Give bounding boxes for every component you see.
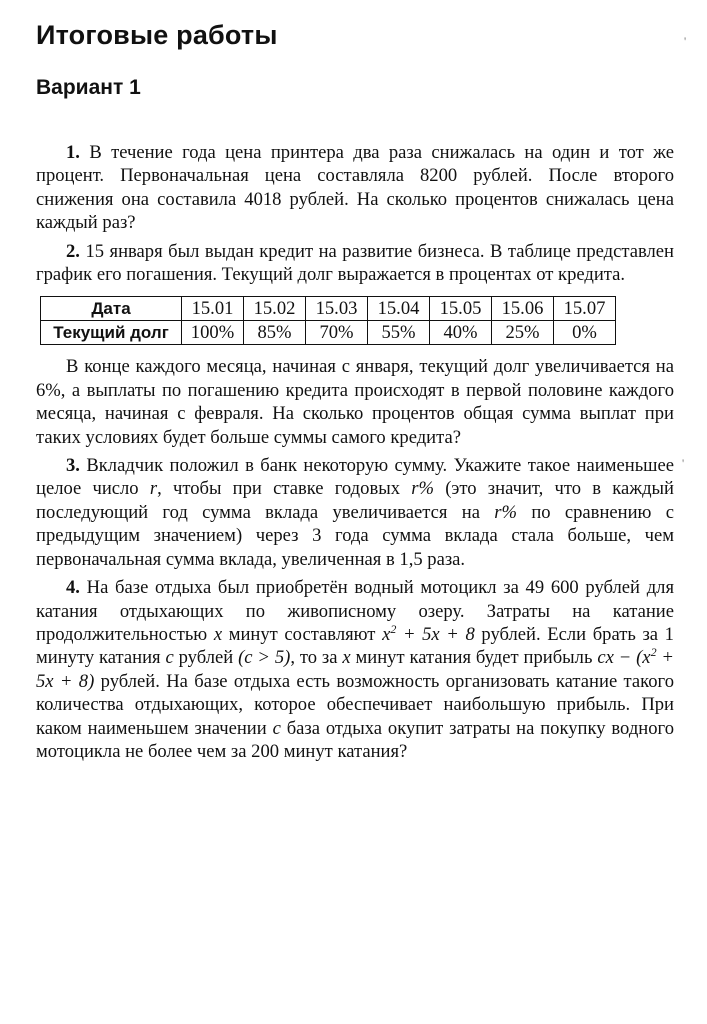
problem-3 xyxy=(36,454,674,571)
page-title: Итоговые работы xyxy=(36,20,278,50)
profit-formula-exponent: 2 xyxy=(650,645,657,660)
debt-cell: 70% xyxy=(306,321,368,345)
debt-cell: 55% xyxy=(368,321,430,345)
problem-3-text-2: , чтобы при ставке годовых xyxy=(157,478,401,500)
variable-r: r xyxy=(149,478,158,500)
problem-3-text-1: Вкладчик положил в банк некоторую сумму. Укажите такое наименьшее целое число xyxy=(36,455,674,500)
profit-formula-head: cx − (x xyxy=(597,647,651,669)
variant-heading: Вариант 1 xyxy=(36,76,141,99)
problem-3-text-3: (это значит, что в каждый последующий год сумма вклада увеличивается на xyxy=(36,478,674,523)
problem-3-text-4: по сравнению с предыдущим значением) через 3 года сумма вклада стала больше, чем первоначальная сумма вклада, увеличенная в 1,5 раза. xyxy=(36,501,674,570)
date-cell: 15.01 xyxy=(182,297,244,321)
problem-4 xyxy=(36,576,674,763)
date-cell: 15.03 xyxy=(306,297,368,321)
problem-4-text-1: На базе отдыха был приобретён водный мотоцикл за 49 600 рублей для катания отдыхающих по живописному озеру. Затраты на катание продолжительностью xyxy=(36,577,674,645)
problem-4-text-8: база отдыха окупит затраты на покупку водного мотоцикла не более чем за 200 минут катания? xyxy=(36,717,674,762)
repayment-table xyxy=(40,296,616,345)
cost-formula xyxy=(382,621,475,645)
debt-cell: 85% xyxy=(244,321,306,345)
debt-row xyxy=(41,321,616,345)
problem-4-text-4: рублей xyxy=(178,647,234,669)
debt-header: Текущий долг xyxy=(41,321,182,345)
date-cell: 15.07 xyxy=(554,297,616,321)
debt-cell: 100% xyxy=(182,321,244,345)
problem-4-number: 4. xyxy=(66,577,80,599)
problem-1-number: 1. xyxy=(66,142,80,163)
problem-2-number: 2. xyxy=(66,240,80,262)
date-cell: 15.04 xyxy=(368,297,430,321)
date-cell: 15.05 xyxy=(430,297,492,321)
cost-formula-tail: + 5x + 8 xyxy=(396,623,475,645)
debt-cell: 0% xyxy=(554,321,616,345)
problem-2 xyxy=(36,240,674,287)
rate-r-percent: r% xyxy=(494,501,517,523)
problem-4-text-7: рублей. На базе отдыха есть возможность организовать катание такого количества отдыхающих, которое обеспечивает наибольшую прибыль. При каком наименьшем значении xyxy=(36,670,674,739)
problem-4-text-6: минут катания будет прибыль xyxy=(355,647,593,669)
problem-2-continuation: В конце каждого месяца, начиная с января, текущий долг увеличивается на 6%, а выплаты по погашению кредита происходят в первой половине каждого месяца, начиная с февраля. На сколько процентов общая сумма выплат при таких условиях будет больше суммы самого кредита? xyxy=(36,356,674,448)
variable-c: c xyxy=(165,647,174,669)
variable-x: x xyxy=(342,647,351,669)
cost-formula-base: x xyxy=(382,623,391,645)
profit-formula-tail: + 5x + 8) xyxy=(36,647,674,692)
debt-cell: 25% xyxy=(492,321,554,345)
cost-formula-exponent: 2 xyxy=(390,621,397,636)
date-cell: 15.06 xyxy=(492,297,554,321)
problem-4-text-2: минут составляют xyxy=(228,623,376,645)
problem-list xyxy=(36,141,674,763)
problem-4-text-5: , то за xyxy=(290,647,338,669)
variable-x: x xyxy=(213,623,223,645)
date-cell: 15.02 xyxy=(244,297,306,321)
problem-2-intro: 15 января был выдан кредит на развитие бизнеса. В таблице представлен график его погашения. Текущий долг выражается в процентах от кредита. xyxy=(36,240,674,286)
problem-3-number: 3. xyxy=(66,455,80,477)
debt-cell: 40% xyxy=(430,321,492,345)
margin-mark: ' xyxy=(682,456,685,470)
date-row xyxy=(41,297,616,321)
rate-r-percent: r% xyxy=(411,478,434,500)
price-condition: (c > 5) xyxy=(238,647,291,669)
margin-mark: ' xyxy=(684,34,687,48)
variable-c: c xyxy=(272,717,281,739)
problem-4-text-3: рублей. Если брать за 1 минуту катания xyxy=(36,623,674,669)
problem-1 xyxy=(36,141,674,235)
date-header: Дата xyxy=(41,297,182,321)
problem-1-text: В течение года цена принтера два раза снижалась на один и тот же процент. Первоначальная цена составляла 8200 рублей. После второго снижения она составила 4018 рублей. На сколько процентов снижалась цена каждый раз? xyxy=(36,142,674,234)
